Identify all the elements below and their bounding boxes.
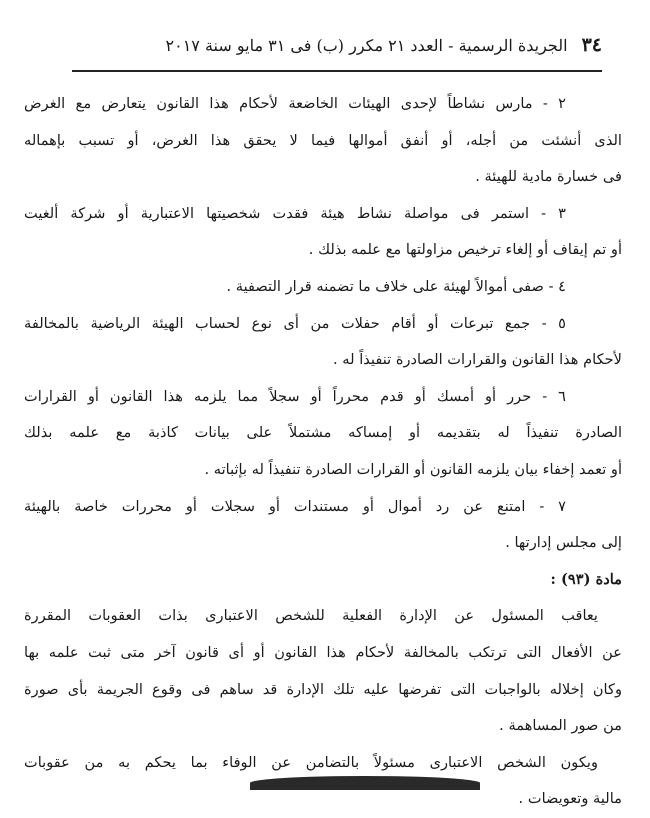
text-line: ٤ - صفى أموالاً لهيئة على خلاف ما تضمنه قرار التصفية . [226, 277, 566, 295]
scan-shadow [250, 776, 480, 790]
text-line: ٢ - مارس نشاطاً لإحدى الهيئات الخاضعة لأحكام هذا القانون يتعارض مع الغرض [24, 95, 566, 112]
page-header [72, 28, 602, 62]
text-line: فى خسارة مادية للهيئة . [475, 168, 622, 186]
text-line: إلى مجلس إدارتها . [505, 534, 622, 552]
text-line: أو تم إيقاف أو إلغاء ترخيص مزاولتها مع علمه بذلك . [308, 241, 622, 259]
text-line: ٦ - حرر أو أمسك أو قدم محرراً أو سجلاً مما يلزمه هذا القانون أو القرارات [24, 387, 566, 405]
header-divider [72, 70, 602, 72]
text-line: ٣ - استمر فى مواصلة نشاط هيئة فقدت شخصيتها الاعتبارية أو شركة ألغيت [24, 204, 566, 222]
header-title: الجريدة الرسمية - العدد ٢١ مكرر (ب) فى ٣١ مايو سنة ٢٠١٧ [165, 35, 568, 55]
text-line: عن الأفعال التى ترتكب بالمخالفة لأحكام هذا القانون أو أى قانون آخر متى ثبت علمه بها [24, 643, 622, 661]
text-line: ٧ - امتنع عن رد أموال أو مستندات أو سجلات أو محررات خاصة بالهيئة [24, 497, 566, 515]
text-line: أو تعمد إخفاء بيان يلزمه القانون أو القرارات الصادرة تنفيذاً له بإثباته . [204, 460, 622, 478]
article-heading: مادة (٩٣) : [550, 570, 622, 588]
document-body [24, 86, 622, 818]
text-line: ٥ - جمع تبرعات أو أقام حفلات من أى نوع لحساب الهيئة الرياضية بالمخالفة [24, 314, 566, 332]
text-line: الذى أنشئت من أجله، أو أنفق أموالها فيما لا يحقق هذا الغرض، أو تسبب بإهماله [24, 131, 622, 149]
text-line: من صور المساهمة . [499, 717, 622, 735]
page-number: ٣٤ [581, 34, 602, 56]
text-line: الصادرة تنفيذاً له بتقديمه أو إمساكه مشتملاً على بيانات كاذبة مع علمه بذلك [24, 424, 622, 442]
text-line: مالية وتعويضات . [518, 790, 622, 808]
text-line: وكان إخلاله بالواجبات التى تفرضها عليه تلك الإدارة قد ساهم فى وقوع الجريمة بأى صورة [24, 680, 622, 698]
text-line: ويكون الشخص الاعتبارى مسئولاً بالتضامن عن الوفاء بما يحكم به من عقوبات [24, 753, 598, 771]
text-line: لأحكام هذا القانون والقرارات الصادرة تنفيذاً له . [333, 351, 622, 369]
text-line: يعاقب المسئول عن الإدارة الفعلية للشخص الاعتبارى بذات العقوبات المقررة [24, 607, 598, 625]
